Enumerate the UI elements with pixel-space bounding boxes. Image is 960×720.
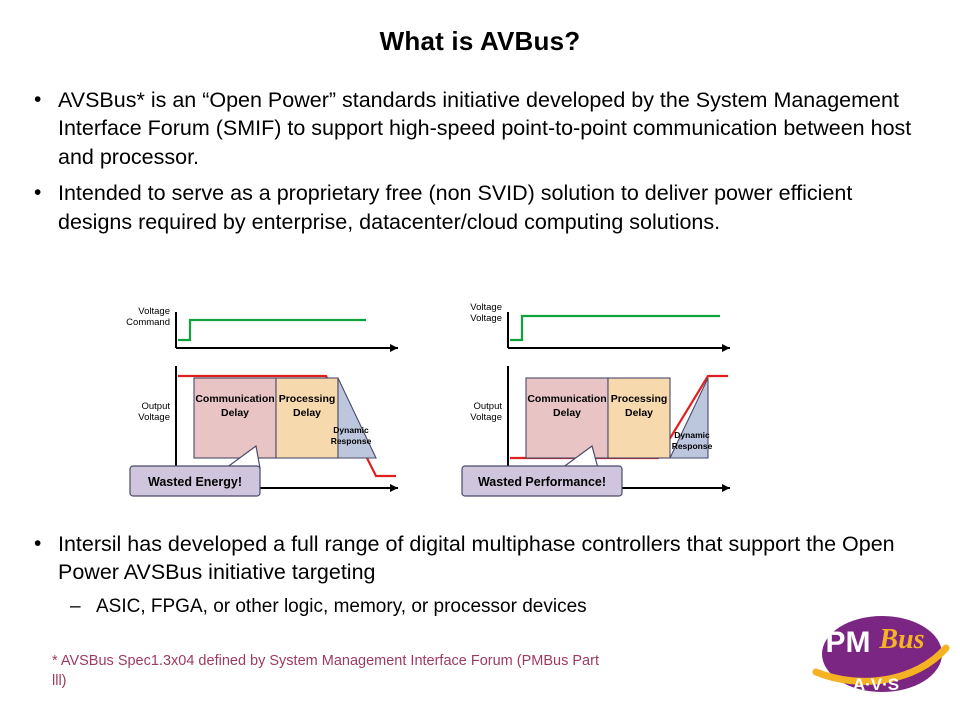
block-label: Processing [610,393,668,405]
logo-bus-text: Bus [879,624,925,655]
axis-label: Command [126,317,170,328]
bullet-marker: • [34,532,42,555]
block-label: Delay [624,407,654,419]
diagram-wasted-performance [440,288,750,513]
footnote: * AVSBus Spec1.3x04 defined by System Management Interface Forum (PMBus Part lll) [52,653,599,689]
wasted-energy-figure [108,288,418,513]
logo-avs-text: A·V·S [852,675,900,694]
block-label: Dynamic [333,425,369,435]
block-label: Communication [527,393,607,405]
list-item [34,86,914,171]
axis-label: Output [473,401,502,412]
block-label: Delay [220,407,250,419]
bullet-text: Intersil has developed a full range of digital multiphase controllers that support the Open Power AVSBus initiative targeting [58,532,895,585]
sub-bullet-marker: – [70,595,81,617]
block-label: Delay [552,407,582,419]
axis-label: Voltage [138,306,170,317]
block-label: Communication [195,393,275,405]
bullet-text: AVSBus* is an “Open Power” standards initiative developed by the System Management Interface Forum (SMIF) to support high-speed point-to-point communication between host and processor. [58,88,912,169]
pmbus-avs-logo [790,604,950,714]
axis-label: Voltage [138,412,170,423]
bullet-marker: • [34,88,42,111]
logo-graphic [790,604,950,714]
block-label: Delay [292,407,322,419]
callout-label: Wasted Performance! [477,475,607,489]
block-label: Dynamic [674,430,710,440]
diagram-wasted-energy [108,288,418,513]
axis-label: Output [141,401,170,412]
axis-label: Voltage [470,412,502,423]
logo-pm-text: PM [825,626,871,659]
axis-label: Voltage [470,313,502,324]
lower-bullet-list [34,530,914,619]
bullet-text: Intended to serve as a proprietary free (non SVID) solution to deliver power efficient designs required by enterprise, datacenter/cloud computing solutions. [58,181,853,234]
list-item [34,530,914,587]
list-item [34,179,914,236]
sub-bullet-text: ASIC, FPGA, or other logic, memory, or processor devices [96,595,587,617]
block-label: Response [671,441,713,451]
bullet-list [34,86,914,244]
axis-label: Voltage [470,302,502,313]
block-label: Processing [278,393,336,405]
bullet-marker: • [34,181,42,205]
wasted-performance-figure [440,288,750,513]
block-label: Response [330,436,372,446]
sub-list-item [70,595,914,620]
callout-label: Wasted Energy! [147,475,243,489]
page-title: What is AVBus? [379,26,581,56]
